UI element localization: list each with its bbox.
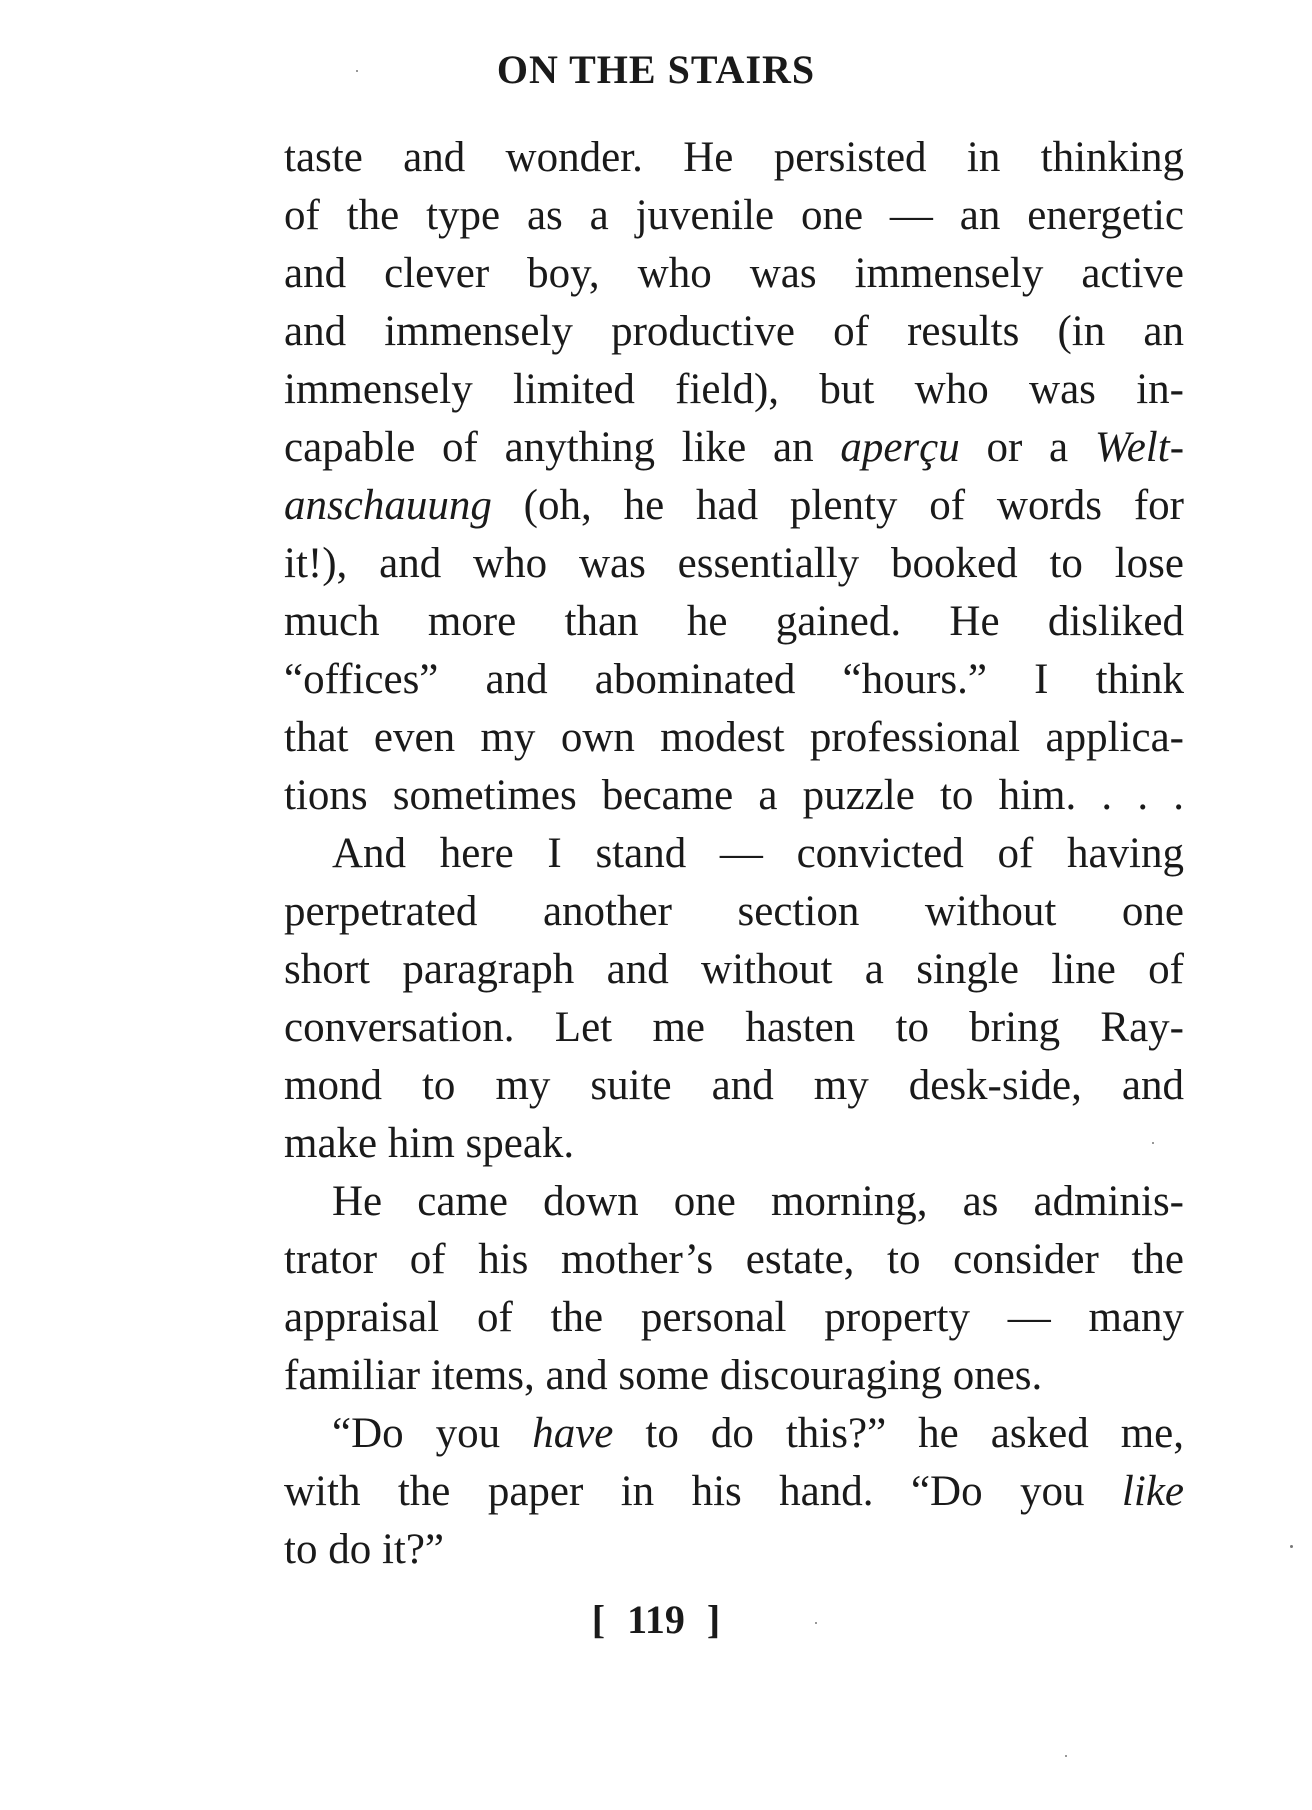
paper-speck <box>1152 1142 1154 1144</box>
text-segment: and immensely productive of results (in an <box>284 308 1184 355</box>
running-head: ON THE STAIRS <box>496 47 816 92</box>
text-line <box>284 767 1184 825</box>
text-line <box>284 245 1184 303</box>
text-segment: perpetrated another section without one <box>284 888 1184 935</box>
text-line <box>284 477 1184 535</box>
text-line <box>284 419 1184 477</box>
paper-speck <box>356 70 358 72</box>
text-segment: to do this?” he asked me, <box>613 1410 1184 1457</box>
text-segment: “offices” and abominated “hours.” I think <box>284 656 1184 703</box>
body-text <box>284 129 1184 1579</box>
text-segment: of the type as a juvenile one — an energetic <box>284 192 1184 239</box>
text-line <box>284 593 1184 651</box>
text-segment: make him speak. <box>284 1120 575 1167</box>
italic-text: like <box>1121 1468 1184 1515</box>
paper-speck <box>1290 1545 1293 1548</box>
text-segment: immensely limited field), but who was in- <box>284 366 1184 413</box>
text-line <box>284 535 1184 593</box>
text-segment: conversation. Let me hasten to bring Ray- <box>284 1004 1184 1051</box>
text-segment: familiar items, and some discouraging ones. <box>284 1352 1043 1399</box>
text-line <box>284 1405 1184 1463</box>
text-segment: with the paper in his hand. “Do you <box>284 1468 1122 1515</box>
text-line <box>284 1231 1184 1289</box>
text-segment: and clever boy, who was immensely active <box>284 250 1184 297</box>
text-line <box>284 941 1184 999</box>
text-segment: taste and wonder. He persisted in thinking <box>284 134 1184 181</box>
text-segment: or a <box>959 424 1095 471</box>
text-line <box>284 1347 1184 1405</box>
text-segment: “Do you <box>332 1410 533 1457</box>
italic-text: aperçu <box>840 424 960 471</box>
paper-speck <box>815 1622 817 1624</box>
text-segment: trator of his mother’s estate, to consider the <box>284 1236 1184 1283</box>
text-line <box>284 825 1184 883</box>
page-number: [ 119 ] <box>591 1597 721 1642</box>
text-segment: appraisal of the personal property — many <box>284 1294 1184 1341</box>
text-segment: tions sometimes became a puzzle to him. . . . <box>284 772 1184 819</box>
text-line <box>284 129 1184 187</box>
text-line <box>284 883 1184 941</box>
text-segment: And here I stand — convicted of having <box>332 830 1184 877</box>
text-segment: capable of anything like an <box>284 424 841 471</box>
text-line <box>284 303 1184 361</box>
text-line <box>284 999 1184 1057</box>
text-line <box>284 1057 1184 1115</box>
text-line <box>284 187 1184 245</box>
text-segment: it!), and who was essentially booked to lose <box>284 540 1184 587</box>
text-line <box>284 709 1184 767</box>
text-segment: that even my own modest professional applica- <box>284 714 1184 761</box>
text-segment: much more than he gained. He disliked <box>284 598 1184 645</box>
italic-text: have <box>532 1410 614 1457</box>
text-line <box>284 1521 1184 1579</box>
text-segment: mond to my suite and my desk-side, and <box>284 1062 1184 1109</box>
text-line <box>284 651 1184 709</box>
text-segment: (oh, he had plenty of words for <box>491 482 1184 529</box>
text-segment: to do it?” <box>284 1526 445 1573</box>
text-line <box>284 1463 1184 1521</box>
text-line <box>284 361 1184 419</box>
text-line <box>284 1289 1184 1347</box>
text-line <box>284 1173 1184 1231</box>
text-segment: short paragraph and without a single line of <box>284 946 1184 993</box>
italic-text: Welt- <box>1094 424 1185 471</box>
paper-speck <box>1065 1755 1067 1757</box>
text-line <box>284 1115 1184 1173</box>
italic-text: anschauung <box>284 482 492 529</box>
text-segment: He came down one morning, as adminis- <box>332 1178 1184 1225</box>
